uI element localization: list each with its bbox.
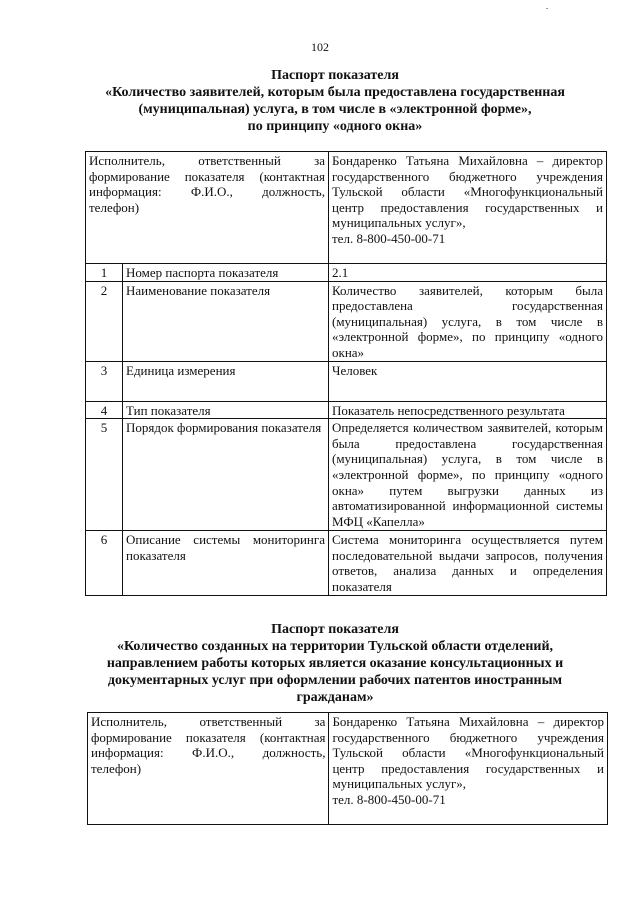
responsible-phone: тел. 8-800-450-00-71 (332, 230, 446, 246)
heading-line: гражданам» (296, 690, 374, 705)
row-name: Наименование показателя (123, 281, 329, 361)
responsible-label: Исполнитель, ответственный за формирование показателя (контактная информация: Ф.И.О., должность, телефон) (88, 713, 329, 825)
row-name: Описание системы мониторинга показателя (123, 531, 329, 595)
row-value: 2.1 (329, 264, 607, 282)
passport-heading-2 (70, 621, 600, 706)
page-number: 102 (311, 40, 329, 54)
responsible-row (88, 713, 608, 825)
row-name: Тип показателя (123, 401, 329, 419)
row-value: Человек (329, 361, 607, 401)
table-row (86, 401, 607, 419)
table-row (86, 419, 607, 531)
row-value: Система мониторинга осуществляется путем последовательной выдачи запросов, получения ответов, анализа данных и определения показателя (329, 531, 607, 595)
responsible-value (329, 713, 608, 825)
table-row (86, 361, 607, 401)
heading-line: «Количество созданных на территории Тульской области отделений, (116, 639, 554, 654)
responsible-name: Бондаренко Татьяна Михайловна – директор государственного бюджетного учреждения Тульской области «Многофункциональный центр предоставления государственных и муниципальных услуг», (332, 153, 603, 231)
row-value: Определяется количеством заявителей, которым была предоставлена государственная (муниципальная) услуга, в том числе в «электронной форме», по принципу «одного окна» путем выгрузки данных из автоматизированной информационной системы МФЦ «Капелла» (329, 419, 607, 531)
responsible-phone: тел. 8-800-450-00-71 (332, 791, 446, 807)
row-value: Количество заявителей, которым была предоставлена государственная (муниципальная) услуга, в том числе в «электронной форме», по принципу «одного окна» (329, 281, 607, 361)
heading-line: документарных услуг при оформлении рабочих патентов иностранным (107, 673, 563, 688)
responsible-name: Бондаренко Татьяна Михайловна – директор государственного бюджетного учреждения Тульской области «Многофункциональный центр предоставления государственных и муниципальных услуг», (332, 714, 604, 792)
heading-line: Паспорт показателя (271, 622, 399, 637)
passport-table-1 (85, 151, 607, 596)
heading-line: (муниципальная) услуга, в том числе в «электронной форме», (138, 102, 532, 117)
row-number: 3 (86, 361, 123, 401)
row-number: 1 (86, 264, 123, 282)
responsible-row (86, 152, 607, 264)
heading-line: «Количество заявителей, которым была предоставлена государственная (105, 85, 565, 100)
passport-table-2 (87, 712, 608, 825)
table-row (86, 531, 607, 595)
row-number: 5 (86, 419, 123, 531)
responsible-value (329, 152, 607, 264)
scan-speck (546, 8, 548, 9)
row-name: Единица измерения (123, 361, 329, 401)
row-number: 2 (86, 281, 123, 361)
row-number: 4 (86, 401, 123, 419)
table-row (86, 264, 607, 282)
row-name: Порядок формирования показателя (123, 419, 329, 531)
row-number: 6 (86, 531, 123, 595)
responsible-label: Исполнитель, ответственный за формирование показателя (контактная информация: Ф.И.О., должность, телефон) (86, 152, 329, 264)
heading-line: по принципу «одного окна» (247, 119, 423, 134)
row-value: Показатель непосредственного результата (329, 401, 607, 419)
row-name: Номер паспорта показателя (123, 264, 329, 282)
table-row (86, 281, 607, 361)
heading-line: направлением работы которых является оказание консультационных и (106, 656, 564, 671)
heading-line: Паспорт показателя (271, 68, 399, 83)
passport-heading-1 (70, 67, 600, 135)
